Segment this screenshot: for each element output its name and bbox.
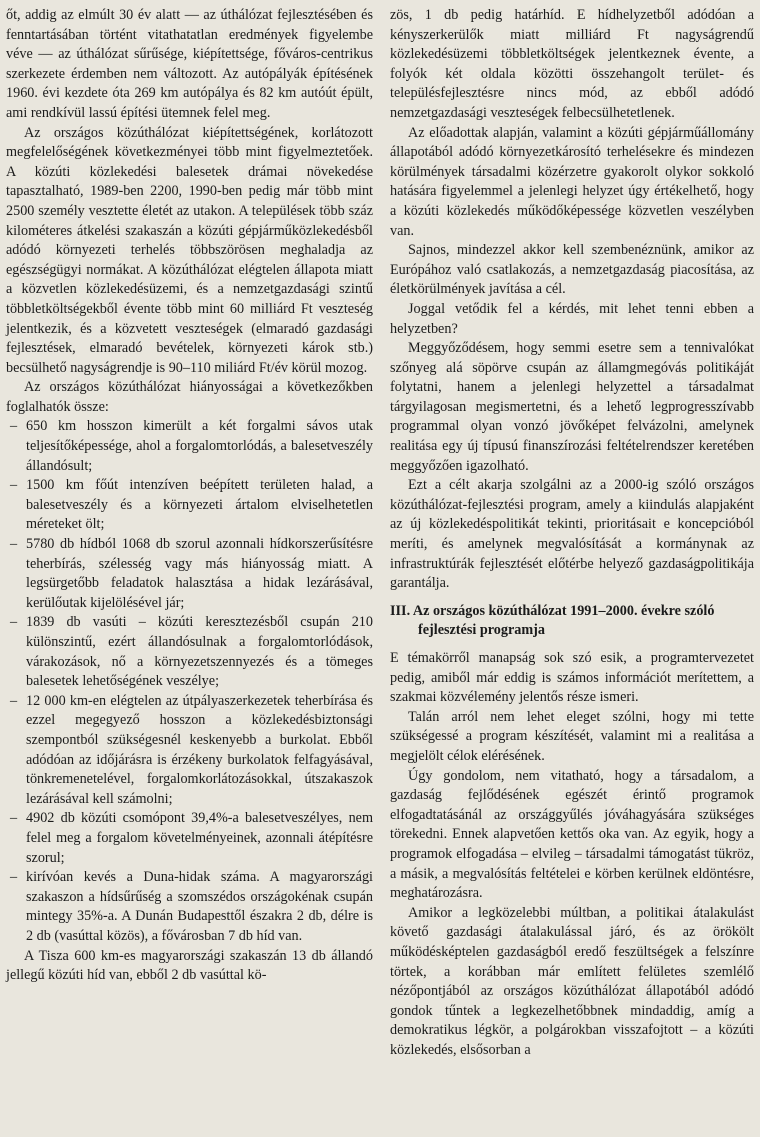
list-item: – 4902 db közúti csomópont 39,4%-a balesetveszélyes, nem felel meg a forgalom követelményeinek, azonnali átépítésre szorul;	[6, 809, 373, 868]
left-column	[6, 6, 373, 986]
paragraph: E témakörről manapság sok szó esik, a programtervezetet pedig, amiből már eddig is számos információt merítettem, a szakmai közvélemény jelentős része ismeri.	[390, 650, 754, 706]
list-item: – 650 km hosszon kimerült a két forgalmi sávos utak teljesítőképessége, ahol a forgalomtorlódás, a balesetveszély állandósult;	[6, 417, 373, 476]
paragraph: A Tisza 600 km-es magyarországi szakaszán 13 db állandó jellegű közúti híd van, ebből 2 db vasúttal kö-	[6, 947, 373, 984]
section-heading: III. Az országos közúthálózat 1991–2000. évekre szóló fejlesztési programja	[390, 602, 715, 639]
list-item: – kirívóan kevés a Duna-hidak száma. A magyarországi szakaszon a hídsűrűség a szomszédos országokénak csupán mintegy 35%-a. A Dunán Budapesttől északra 2 db, délre is 2 db (vasúttal közös), a fővárosban 7 db híd van.	[6, 868, 373, 946]
paragraph: Az országos közúthálózat hiányosságai a következőkben foglalhatók össze:	[6, 379, 373, 415]
paragraph: Joggal vetődik fel a kérdés, mit lehet tenni ebben a helyzetben?	[390, 300, 754, 337]
list-item: – 1500 km főút intenzíven beépített területen halad, a balesetveszély és a környezeti ártalom elviselhetetlen méreteket ölt;	[6, 476, 373, 535]
paragraph: őt, addig az elmúlt 30 év alatt — az úthálózat fejlesztésében és fenntartásában történt vitathatatlan eredmények figyelembe véve — az úthálózat sűrűsége, kiépítettsége, főváros-centrikus szerkezete érdemben nem változott. Az autópályák építésének 1960. évi kezdete óta 269 km autópálya és 82 km autóút épült, ami rendkívül lassú építési ütemnek felel meg.	[6, 7, 373, 121]
paragraph: Az országos közúthálózat kiépítettségének, korlátozott megfelelőségének következményei több mint figyelmeztetőek. A közúti közlekedési balesetek drámai növekedése tapasztalható, 1989-ben 2200, 1990-ben pedig már több mint 2500 személy vesztette életét az utakon. A települések több száz kilométeres átkelési szakaszán a közúti gépjárműközlekedésből adódó környezeti terhelés többszörösen meghaladja az egészségügyi normákat. A közúthálózat elégtelen állapota miatt a közvetlen közlekedésüzemi, és a nemzetgazdasági szintű többletköltségekből évente több mint 60 milliárd Ft veszteség jelentkezik, és a közvetett veszteségek (elmaradó gazdasági fejlesztések, elmaradó bevételek, környezeti károk stb.) becsülhető nagyságrendje is 90–110 miliárd Ft/év körül mozog.	[6, 124, 373, 376]
paragraph: zös, 1 db pedig határhíd. E hídhelyzetből adódóan a kényszerkerülők miatt milliárd Ft nagyságrendű közlekedésüzemi többletköltségek jelentkeznek évente, a folyók két oldala közötti összehangolt terület- és településfejlesztésre nincs mód, az ebből adódó nemzetgazdasági veszteségek felbecsülhetetlenek.	[390, 7, 754, 121]
paragraph: Ezt a célt akarja szolgálni az a 2000-ig szóló országos közúthálózat-fejlesztési program, amely a kiindulás alapjaként az új közlekedéspolitikát tekinti, prioritásait e koncepcióból meríti, és amelynek megvalósítását a kormánynak az infrastruktúrák fejlesztését előtérbe helyező gazdaságpolitikája garantálja.	[390, 477, 754, 592]
list-item: – 1839 db vasúti – közúti keresztezésből csupán 210 különszintű, ezért állandósulnak a forgalomtorlódások, várakozások, nő a környezetszennyezés és a tömeges balesetek lehetőségének veszélye;	[6, 613, 373, 691]
paragraph: Meggyőződésem, hogy semmi esetre sem a tennivalókat szőnyeg alá söpörve csupán az államgmegóvás politikáját folytatni, hanem a jelenlegi helyzettel a társadalmat tárgyilagosan megismertetni, és a lehető legprogresszívabb programmal olyan vonzó jövőképet felvázolni, amelynek realitása egy új típusú finanszírozási feltételrendszer keretében meggyőzően igazolható.	[390, 340, 754, 474]
paragraph: Amikor a legközelebbi múltban, a politikai átalakulást követő gazdasági átalakulással járó, és az örökölt működésképtelen gazdaságból eredő feszültségek a felszínre törtek, a korábban már említett felületes szemlélő nézőpontjából az országos közúthálózat állapotából adódó gondok tűntek a legkezelhetőbbnek mindaddig, amíg a demokratikus légkör, a polgárokban visszafojtott – a közúti közlekedés, elsősorban a	[390, 904, 754, 1058]
paragraph: Úgy gondolom, nem vitatható, hogy a társadalom, a gazdaság fejlődésének egészét érintő programok elfogadtatásánál az országgyűlés jóváhagyására szükséges törekedni. Ennek alapvetően kettős oka van. Az egyik, hogy a programok elfogadása – elvileg – társadalmi támogatást tükröz, a másik, a megvalósítás feltételei e körben kerülnek eldöntésre, meghatározásra.	[390, 767, 754, 902]
deficiency-list	[6, 417, 373, 946]
paragraph: Sajnos, mindezzel akkor kell szembenéznünk, amikor az Európához való csatlakozás, a nemzetgazdaság piacosítása, az életkörülmények javítása a cél.	[390, 242, 754, 298]
list-item: – 5780 db hídból 1068 db szorul azonnali hídkorszerűsítésre teherbírás, szélesség vagy más hiányosság miatt. A legsürgetőbb feladatok halasztása a hidak lezárásával, kerülőutak kijelölésével jár;	[6, 535, 373, 613]
list-item: – 12 000 km-en elégtelen az útpályaszerkezetek teherbírása és ezzel megegyező hosszon a közlekedésbiztonsági szempontból szükségesnél keskenyebb a burkolat. Ebből adódóan az időjárásra is érzékeny burkolatok felfagyásával, tönkremenetelével, forgalomkorlátozásokkal, útszakaszok lezárásával kell számolni;	[6, 692, 373, 810]
paragraph: Az előadottak alapján, valamint a közúti gépjárműállomány állapotából adódó környezetkárosító terhelésekre és mindezen körülmények társadalmi közérzetre gyakorolt olykor sokkoló hatására figyelemmel a jelenlegi helyzet úgy értékelhető, hogy a közúti közlekedés működőképessége közvetlen veszélyben van.	[390, 124, 754, 239]
right-column	[390, 6, 754, 1060]
paragraph: Talán arról nem lehet eleget szólni, hogy mi tette szükségessé a program készítését, valamint mi a realitása a megjelölt célok elérésének.	[390, 708, 754, 764]
